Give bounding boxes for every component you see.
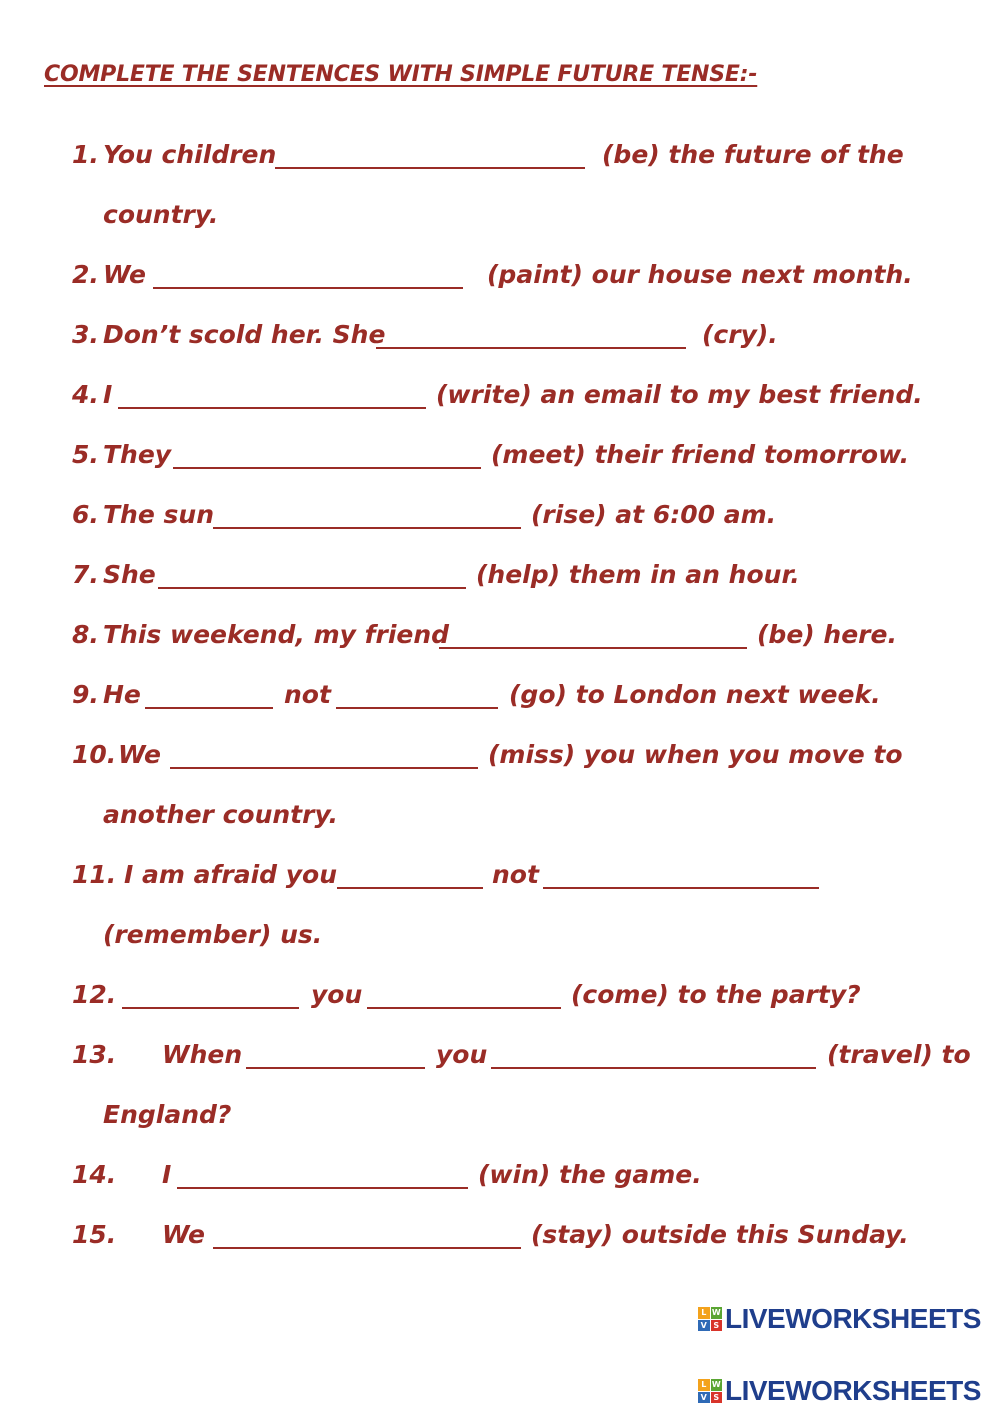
- answer-blank[interactable]: [376, 347, 686, 349]
- item-text: (help) them in an hour.: [476, 560, 800, 589]
- answer-blank[interactable]: [213, 527, 521, 529]
- item-number: 15.: [72, 1220, 117, 1249]
- item-text: (miss) you when you move to: [488, 740, 903, 769]
- item-number: 12.: [72, 980, 117, 1009]
- answer-blank[interactable]: [367, 1007, 561, 1009]
- item-number: 14.: [72, 1160, 117, 1189]
- item-text: This weekend, my friend: [103, 620, 450, 649]
- item-text: (rise) at 6:00 am.: [531, 500, 777, 529]
- icon-letter: W: [711, 1380, 721, 1389]
- liveworksheets-logo: [698, 1376, 981, 1406]
- item-number: 4.: [72, 380, 99, 409]
- item-text: you: [436, 1040, 488, 1069]
- answer-blank[interactable]: [439, 647, 747, 649]
- icon-letter: V: [698, 1392, 710, 1404]
- answer-blank[interactable]: [177, 1187, 468, 1189]
- answer-blank[interactable]: [337, 887, 483, 889]
- item-text: (go) to London next week.: [509, 680, 881, 709]
- item-number: 8.: [72, 620, 99, 649]
- item-text: not: [284, 680, 331, 709]
- item-text: He: [103, 680, 141, 709]
- item-text: I: [103, 380, 113, 409]
- liveworksheets-logo: [698, 1304, 981, 1334]
- item-number: 13.: [72, 1040, 117, 1069]
- item-text: (write) an email to my best friend.: [436, 380, 923, 409]
- item-text: She: [103, 560, 156, 589]
- item-text: (come) to the party?: [571, 980, 861, 1009]
- item-text: (travel) to: [827, 1040, 971, 1069]
- icon-letter: V: [698, 1320, 710, 1332]
- liveworksheets-icon: [698, 1379, 722, 1403]
- item-text: (win) the game.: [478, 1160, 702, 1189]
- answer-blank[interactable]: [491, 1067, 816, 1069]
- item-text: We: [103, 260, 146, 289]
- item-number: 11.: [72, 860, 117, 889]
- item-number: 2.: [72, 260, 99, 289]
- item-text: (meet) their friend tomorrow.: [491, 440, 910, 469]
- item-text: I am afraid you: [124, 860, 338, 889]
- item-text: Don’t scold her. She: [103, 320, 386, 349]
- item-text: (remember) us.: [103, 920, 323, 949]
- logo-text: LIVEWORKSHEETS: [725, 1303, 981, 1334]
- item-text: (be) here.: [757, 620, 897, 649]
- item-text: You children: [103, 140, 277, 169]
- answer-blank[interactable]: [336, 707, 498, 709]
- icon-letter: L: [698, 1307, 710, 1319]
- item-text: We: [118, 740, 161, 769]
- answer-blank[interactable]: [170, 767, 478, 769]
- worksheet-title: COMPLETE THE SENTENCES WITH SIMPLE FUTURE TENSE:-: [44, 62, 758, 87]
- icon-letter: W: [711, 1308, 721, 1317]
- answer-blank[interactable]: [543, 887, 819, 889]
- item-text: (cry).: [702, 320, 778, 349]
- item-text: I: [162, 1160, 172, 1189]
- icon-letter: S: [711, 1392, 723, 1404]
- answer-blank[interactable]: [122, 1007, 299, 1009]
- item-number: 7.: [72, 560, 99, 589]
- item-text: country.: [103, 200, 219, 229]
- answer-blank[interactable]: [145, 707, 273, 709]
- item-text: The sun: [103, 500, 214, 529]
- item-text: When: [162, 1040, 243, 1069]
- item-text: you: [311, 980, 363, 1009]
- icon-letter: L: [698, 1379, 710, 1391]
- logo-text: LIVEWORKSHEETS: [725, 1375, 981, 1406]
- item-text: They: [103, 440, 172, 469]
- item-number: 6.: [72, 500, 99, 529]
- answer-blank[interactable]: [213, 1247, 521, 1249]
- item-number: 1.: [72, 140, 99, 169]
- item-text: We: [162, 1220, 205, 1249]
- answer-blank[interactable]: [158, 587, 466, 589]
- answer-blank[interactable]: [153, 287, 463, 289]
- liveworksheets-icon: [698, 1307, 722, 1331]
- icon-letter: S: [711, 1320, 723, 1332]
- item-text: England?: [103, 1100, 232, 1129]
- answer-blank[interactable]: [246, 1067, 425, 1069]
- item-text: another country.: [103, 800, 338, 829]
- item-number: 10.: [72, 740, 117, 769]
- item-text: (be) the future of the: [602, 140, 904, 169]
- item-number: 3.: [72, 320, 99, 349]
- answer-blank[interactable]: [173, 467, 481, 469]
- item-text: not: [492, 860, 539, 889]
- item-text: (paint) our house next month.: [487, 260, 913, 289]
- item-number: 9.: [72, 680, 99, 709]
- item-text: (stay) outside this Sunday.: [531, 1220, 909, 1249]
- answer-blank[interactable]: [118, 407, 426, 409]
- answer-blank[interactable]: [275, 167, 585, 169]
- item-number: 5.: [72, 440, 99, 469]
